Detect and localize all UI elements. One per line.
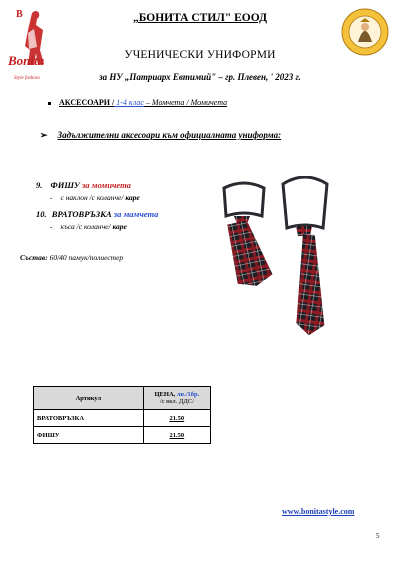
category-grade: 1-4 клас [114, 98, 144, 107]
category-label: АКСЕСОАРИ / [59, 98, 115, 107]
bullet-square-icon [48, 102, 51, 105]
school-line: за НУ „Патриарх Евтимий" – гр. Плевен, ' 2023 г. [99, 72, 301, 82]
company-name: „БОНИТА СТИЛ" ЕООД [132, 12, 268, 24]
logo-wordmark: Bonita [8, 53, 45, 68]
page-number: 5 [376, 532, 380, 540]
col-article: Артикул [34, 387, 144, 410]
logo-tagline: Style fashion [14, 76, 40, 81]
item-target: за момичета [79, 180, 131, 190]
table-row: ВРАТОВРЪЗКА 21.50 [34, 410, 211, 427]
item-tie: 10. ВРАТОВРЪЗКА за мамчета [36, 209, 159, 219]
item-fishu: 9. ФИШУ за момичета [36, 180, 131, 190]
website-link[interactable]: www.bonitastyle.com [282, 507, 355, 516]
category-gender: – Момчета / Момичета [143, 98, 228, 107]
category-line [48, 98, 227, 107]
col-price: ЦЕНА, лв./1бр. /с вкл. ДДС/ [143, 387, 210, 410]
item-target: за мамчета [111, 209, 159, 219]
page-title: УЧЕНИЧЕСКИ УНИФОРМИ [124, 49, 276, 61]
item-fishu-detail: - с наклон /с коланче/ каре [50, 193, 140, 202]
ties-photo [208, 176, 358, 336]
composition: Състав: 60/40 памук/полиестер [20, 253, 124, 262]
item-tie-detail: - къса /с коланче/ каре [50, 222, 127, 231]
table-row: ФИШУ 21.50 [34, 427, 211, 444]
required-heading: ➢ Задължителни аксесоари към официалната униформа: [40, 130, 282, 140]
arrow-bullet-icon: ➢ [40, 130, 48, 140]
svg-text:B: B [16, 9, 23, 20]
item-name: ВРАТОВРЪЗКА [51, 209, 112, 219]
price-table [33, 386, 211, 444]
item-name: ФИШУ [50, 180, 80, 190]
